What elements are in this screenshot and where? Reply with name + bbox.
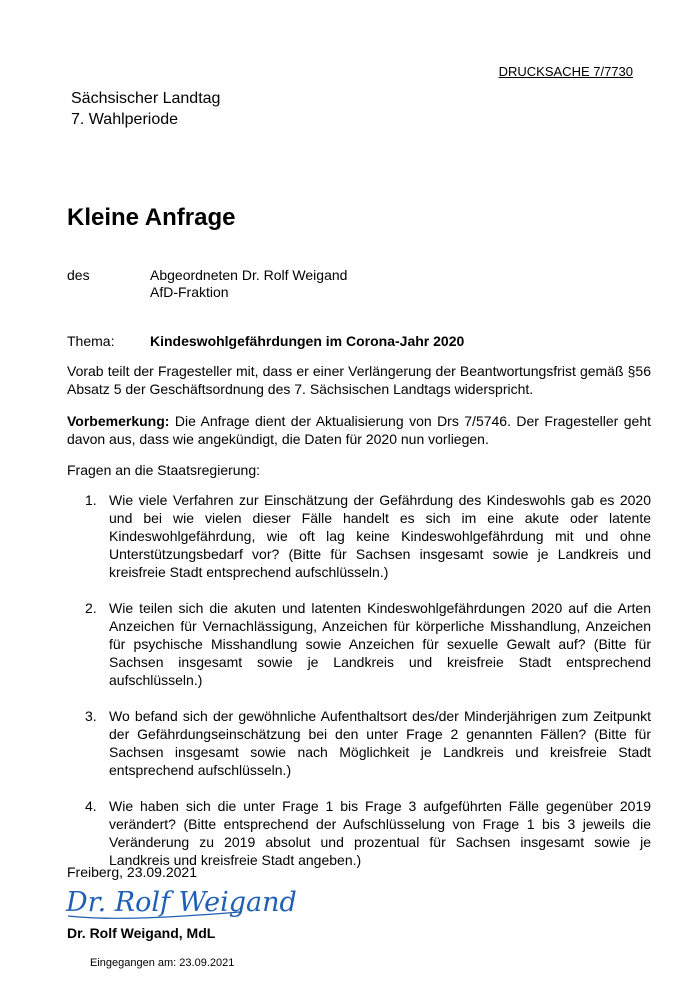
parliament-name: Sächsischer Landtag (71, 90, 221, 107)
signer-name: Dr. Rolf Weigand, MdL (67, 925, 216, 941)
question-item (67, 707, 651, 779)
question-text: Wo befand sich der gewöhnliche Aufenthaltsort des/der Minderjährigen zum Zeitpunkt der Gefährdungseinschätzung bei den unter Frage 2 genannten Fällen? (Bitte für Sachsen insgesamt sowie nach Möglichkeit je Landkreis und kreisfreie Stadt entsprechend aufschlüsseln.) (109, 708, 651, 778)
question-text: Wie viele Verfahren zur Einschätzung der Gefährdung des Kindeswohls gab es 2020 und bei wie vielen dieser Fälle handelt es sich im eine akute oder latente Kindeswohlgefährdung, wie oft lag keine Kindeswohlgefährdung mit und ohne Unterstützungsbedarf vor? (Bitte für Sachsen insgesamt sowie je Landkreis und kreisfreie Stadt entsprechend aufschlüsseln.) (109, 492, 651, 580)
place-date: Freiberg, 23.09.2021 (67, 864, 197, 880)
question-text: Wie haben sich die unter Frage 1 bis Frage 3 aufgeführten Fälle gegenüber 2019 verändert? (Bitte entsprechend der Aufschlüsselung von Frage 1 bis 3 jeweils die Veränderung zu 2019 absolut und prozentual für Sachsen insgesamt sowie je Landkreis und kreisfreie Stadt angeben.) (109, 798, 651, 868)
question-number: 1. (85, 492, 97, 508)
question-item (67, 491, 651, 581)
preliminary-label: Vorbemerkung: (67, 413, 170, 429)
author-block (150, 267, 347, 301)
question-text: Wie teilen sich die akuten und latenten Kindeswohlgefährdungen 2020 auf die Arten Anzeichen für Vernachlässigung, Anzeichen für körperliche Misshandlung, Anzeichen für psychische Misshandlung sowie Anzeichen für sexuelle Gewalt auf? (Bitte für Sachsen insgesamt sowie je Landkreis und kreisfreie Stadt entsprechend aufschlüsseln.) (109, 600, 651, 688)
author-label: des (67, 267, 90, 283)
legislative-period: 7. Wahlperiode (71, 111, 179, 128)
page-title: Kleine Anfrage (67, 204, 236, 231)
question-number: 2. (85, 600, 97, 616)
questions-intro: Fragen an die Staatsregierung: (67, 462, 261, 478)
document-number: DRUCKSACHE 7/7730 (498, 64, 633, 79)
handwritten-signature (64, 880, 297, 924)
question-item (67, 797, 651, 869)
intro-paragraph: Vorab teilt der Fragesteller mit, dass er einer Verlängerung der Beantwortungsfrist gemäß §56 Absatz 5 der Geschäftsordnung des 7. Sächsischen Landtags widerspricht. (67, 363, 651, 397)
parliament-block (71, 88, 220, 130)
preliminary-remark (67, 412, 651, 448)
author-name: Abgeordneten Dr. Rolf Weigand (150, 267, 348, 283)
preliminary-text: Die Anfrage dient der Aktualisierung von Drs 7/5746. Der Fragesteller geht davon aus, dass wie angekündigt, die Daten für 2020 nun vorliegen. (67, 413, 652, 447)
author-faction: AfD-Fraktion (150, 284, 229, 300)
topic-label: Thema: (67, 333, 115, 349)
question-item (67, 599, 651, 689)
question-number: 3. (85, 708, 97, 724)
questions-list (67, 491, 651, 887)
question-number: 4. (85, 798, 97, 814)
topic-value: Kindeswohlgefährdungen im Corona-Jahr 2020 (150, 333, 465, 349)
received-date: Eingegangen am: 23.09.2021 (90, 957, 235, 969)
signature-text: Dr. Rolf Weigand (66, 887, 297, 918)
